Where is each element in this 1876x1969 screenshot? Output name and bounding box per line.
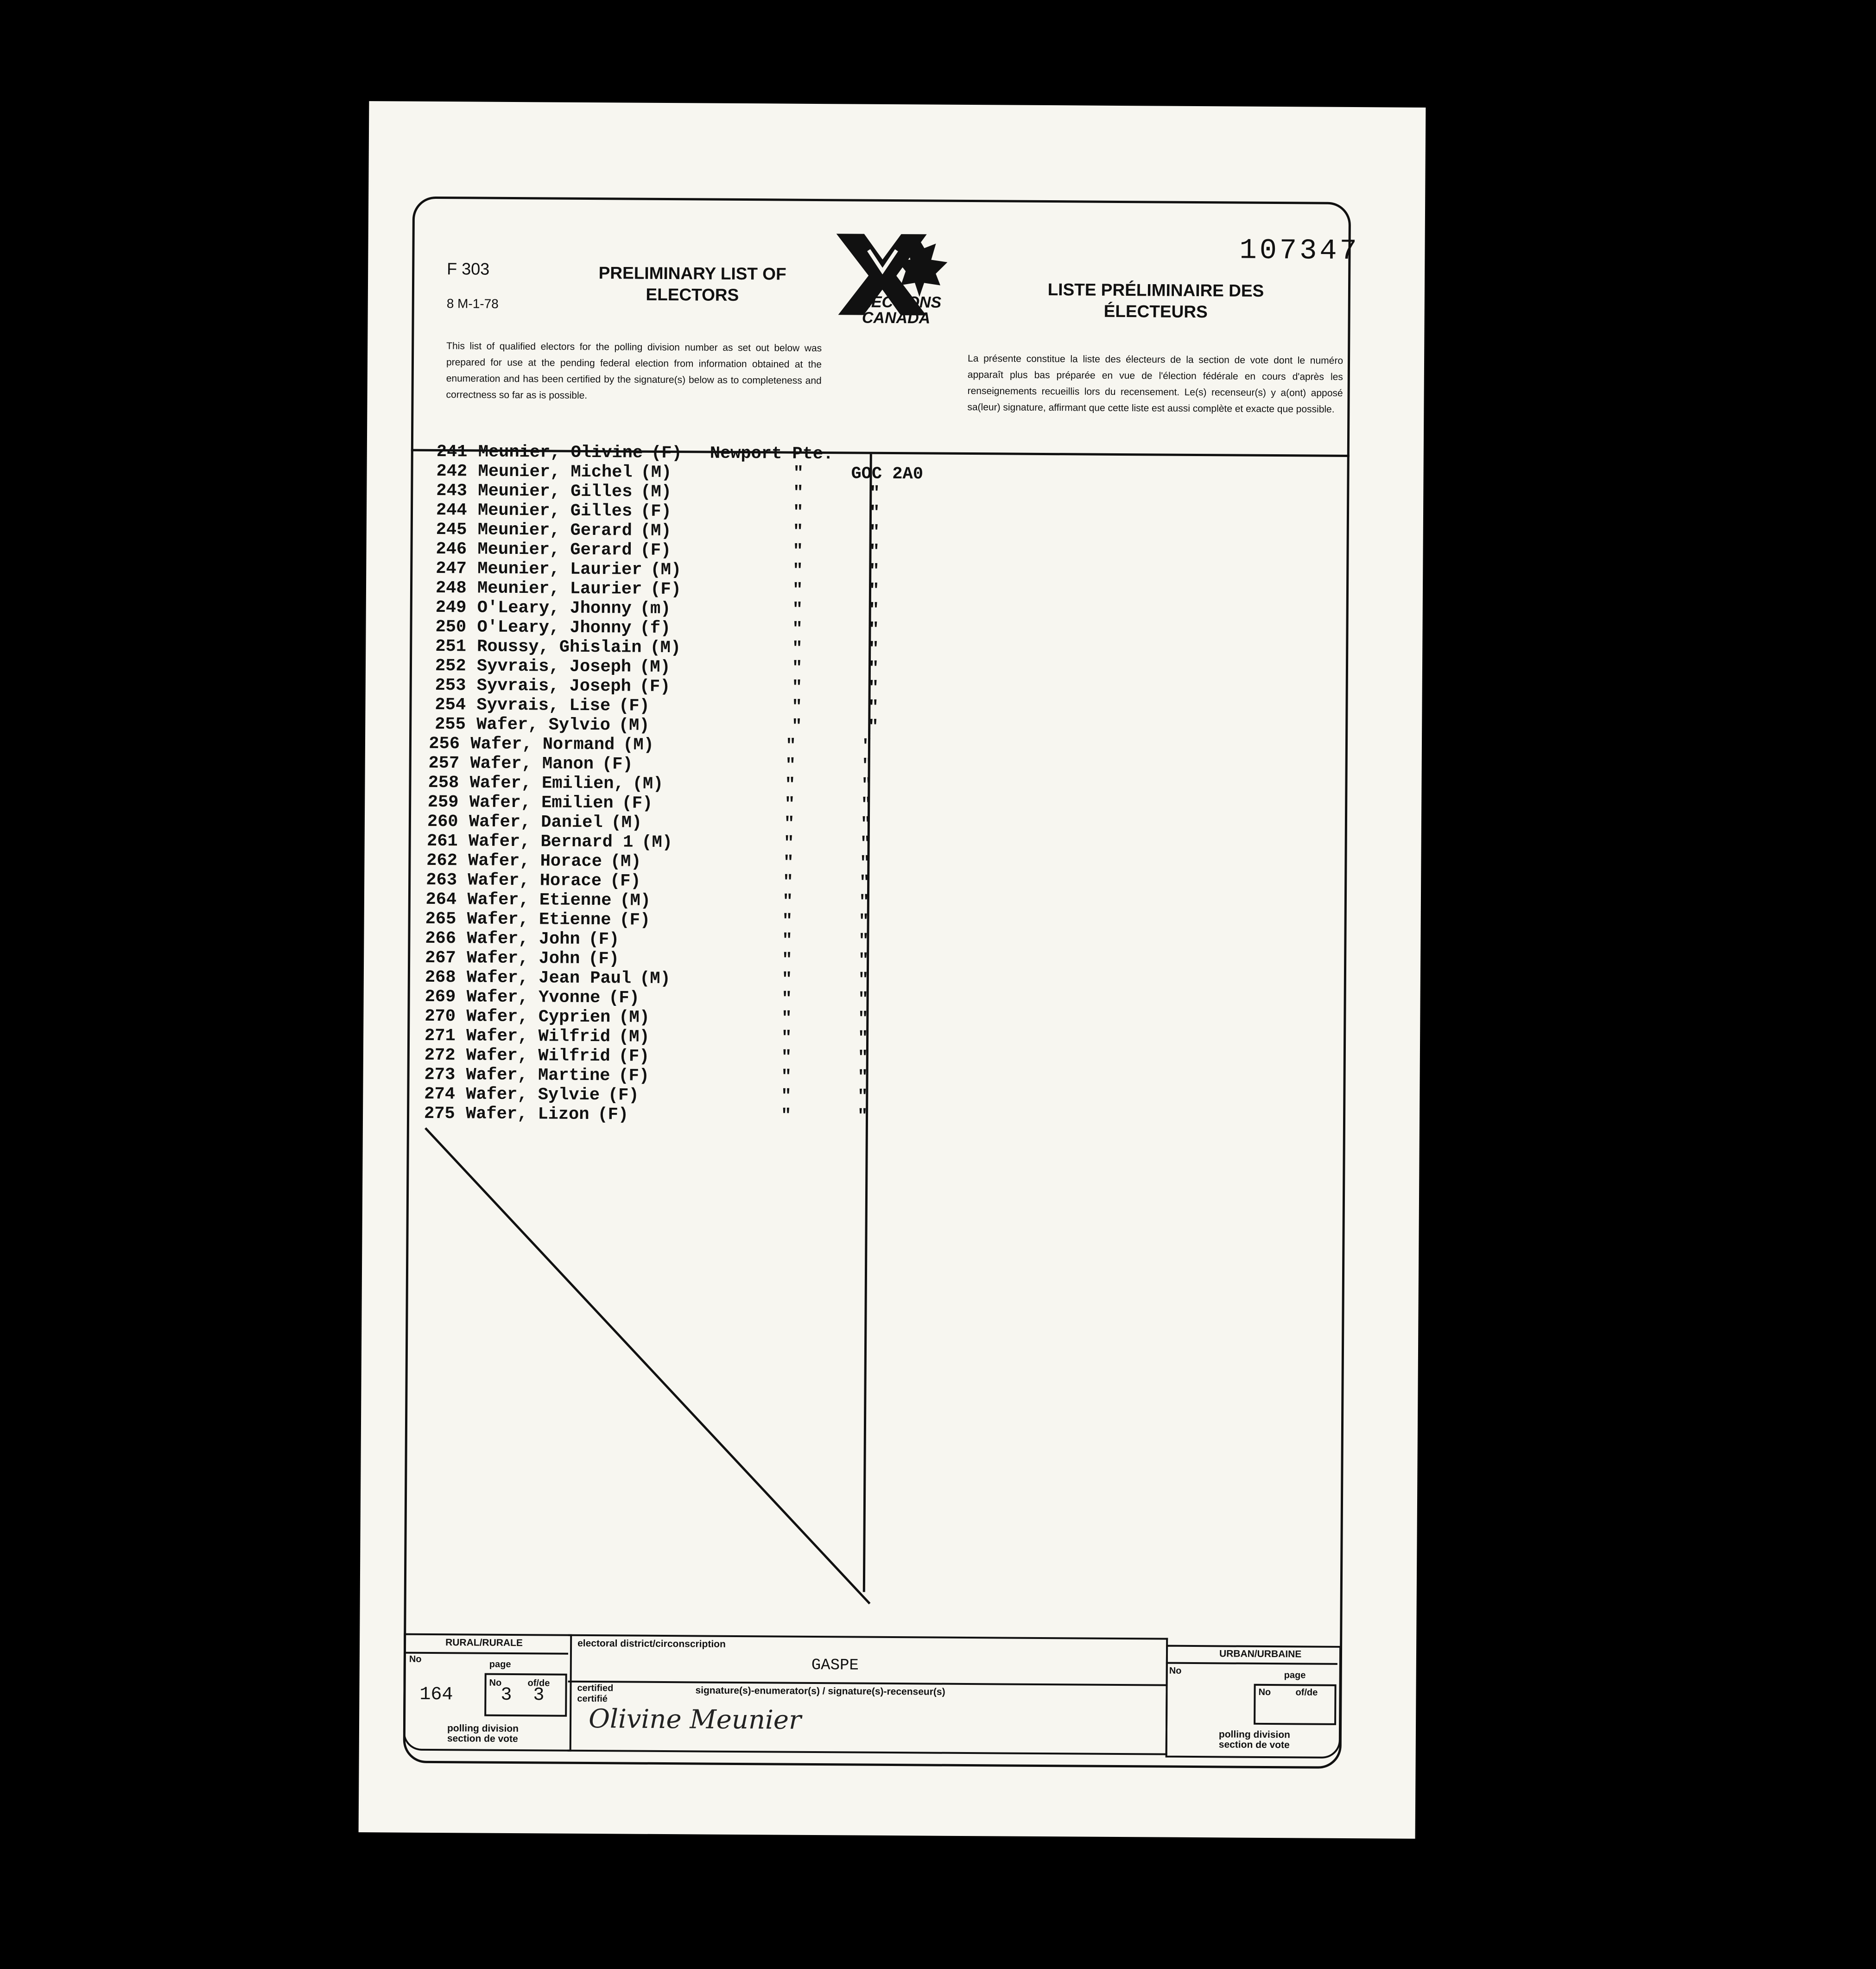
ditto-mark: " xyxy=(780,1106,792,1126)
district-value: GASPE xyxy=(811,1656,859,1675)
elector-row xyxy=(436,539,880,562)
elector-name: Wafer, Sylvie (F) xyxy=(466,1085,639,1105)
elector-number: 249 xyxy=(435,597,467,618)
intro-text-french: La présente constitue la liste des électeurs de la section de vote dont le numéro apparaît plus bas préparée en vue de l'élection fédérale en cours d'après les renseignements recueillis lors du recensement. Le(s) recenseur(s) y a(ont) apposé sa(leur) signature, affirmant que cette liste est aussi complète et exacte que possible. xyxy=(967,353,1344,415)
ditto-mark: " xyxy=(857,1048,868,1068)
elector-row xyxy=(436,520,880,542)
enumerator-signature: Olivine Meunier xyxy=(588,1704,802,1735)
elector-name: Meunier, Laurier (M) xyxy=(477,559,682,580)
ditto-mark: " xyxy=(784,814,795,834)
ditto-mark: " xyxy=(785,756,796,775)
elector-number: 264 xyxy=(425,889,457,910)
elector-sex: (f) xyxy=(640,618,671,639)
district-label: electoral district/circonscription xyxy=(577,1638,726,1650)
elector-row xyxy=(436,500,880,523)
ditto-mark: " xyxy=(792,639,803,659)
elector-name: Syvrais, Joseph (M) xyxy=(476,656,671,678)
elector-row xyxy=(426,831,871,854)
elector-sex: (M) xyxy=(640,482,672,502)
elector-number: 242 xyxy=(436,461,468,482)
elector-row xyxy=(425,909,869,932)
ditto-mark: " xyxy=(860,853,870,873)
elector-row xyxy=(435,578,880,601)
rural-label: RURAL/RURALE xyxy=(445,1637,523,1649)
elector-name: Wafer, Normand (M) xyxy=(470,734,654,755)
elector-name: Wafer, Horace (F) xyxy=(468,870,641,891)
ditto-mark: " xyxy=(793,464,804,483)
elector-number: 273 xyxy=(424,1065,456,1085)
elector-name: Wafer, John (F) xyxy=(467,948,620,969)
elector-name: Wafer, Etienne (M) xyxy=(467,890,651,911)
form-footer: RURAL/RURALE No page 164 No 3 of/de 3 polling division section de vote electoral district/circonscription GASPE certified certifié signature(s)-enumerator(s) / signature(s)-recenseur(s) Olivine Meunier URBAN/URBAINE No page No of/de polling division section de vote xyxy=(403,1633,1338,1757)
elector-name: Roussy, Ghislain (M) xyxy=(477,637,681,658)
ditto-mark: " xyxy=(781,1086,792,1106)
elector-sex: (F) xyxy=(602,755,633,775)
form-code: F 303 xyxy=(447,259,490,279)
ditto-mark: " xyxy=(781,970,792,990)
elector-row xyxy=(425,967,869,990)
elector-name: O'Leary, Jhonny (f) xyxy=(477,617,671,639)
elector-number: 258 xyxy=(428,773,459,793)
elector-sex: (M) xyxy=(618,716,650,736)
elector-row xyxy=(437,442,877,464)
ditto-mark: " xyxy=(857,1029,868,1048)
ditto-mark: " xyxy=(858,970,869,990)
urban-label: URBAN/URBAINE xyxy=(1219,1648,1302,1660)
elector-row xyxy=(427,812,871,834)
ditto-mark: " xyxy=(792,619,803,639)
polling-division-number: 164 xyxy=(419,1684,453,1706)
ditto-mark: " xyxy=(786,736,796,756)
elector-sex: (F) xyxy=(597,1105,629,1125)
elector-row xyxy=(425,928,869,951)
ditto-mark: " xyxy=(858,990,868,1010)
elector-sex: (M) xyxy=(641,832,673,853)
elector-row xyxy=(436,559,880,581)
ditto-mark: " xyxy=(782,892,793,912)
elector-row xyxy=(435,675,879,698)
ditto-mark: " xyxy=(781,1048,792,1067)
elector-sex: (F) xyxy=(619,910,651,930)
elector-name: Wafer, Horace (M) xyxy=(468,851,641,872)
elector-row xyxy=(424,1065,868,1087)
elector-number: 257 xyxy=(428,753,460,774)
elector-sex: (F) xyxy=(639,677,671,697)
elector-name: Wafer, Wilfrid (M) xyxy=(466,1026,650,1047)
ditto-mark: " xyxy=(857,1087,868,1107)
elector-sex: (M) xyxy=(640,463,672,483)
elector-number: 254 xyxy=(435,695,466,715)
elector-name: Meunier, Olivine (F) xyxy=(478,442,682,464)
elector-sex: (F) xyxy=(651,443,682,464)
elector-sex: (M) xyxy=(620,891,651,911)
elector-number: 241 xyxy=(436,442,468,462)
rural-page-label: page xyxy=(489,1659,511,1670)
elector-name: Wafer, Cyprien (M) xyxy=(466,1007,650,1028)
elector-number: 256 xyxy=(429,734,460,754)
ditto-mark: " xyxy=(792,697,802,717)
ditto-mark: " xyxy=(792,561,803,581)
elector-row xyxy=(426,870,870,893)
ditto-mark: " xyxy=(783,853,794,873)
elector-number: 266 xyxy=(425,928,456,949)
ditto-mark: " xyxy=(792,522,804,542)
elector-number: 248 xyxy=(435,578,467,598)
ditto-mark: " xyxy=(793,483,804,503)
elector-number: 272 xyxy=(424,1045,456,1066)
elector-row xyxy=(424,1026,868,1048)
elector-name: Meunier, Michel (M) xyxy=(478,462,672,483)
elector-sex: (F) xyxy=(618,696,650,716)
elector-row xyxy=(428,773,872,795)
elector-location: Newport Pte. xyxy=(710,444,834,464)
elector-row xyxy=(425,987,868,1010)
elector-row xyxy=(435,714,879,737)
elector-name: Wafer, Martine (F) xyxy=(466,1065,650,1086)
ditto-mark: " xyxy=(861,795,872,815)
ditto-mark: " xyxy=(860,814,871,834)
elector-row xyxy=(436,461,924,484)
elector-number: 261 xyxy=(426,831,458,851)
postal-code: GOC 2A0 xyxy=(851,464,924,484)
elector-name: Wafer, Sylvio (M) xyxy=(476,715,650,736)
ditto-mark: " xyxy=(868,639,879,659)
elector-row xyxy=(426,851,870,873)
form-date: 8 M-1-78 xyxy=(446,296,499,311)
elector-number: 269 xyxy=(425,987,456,1007)
elector-number: 259 xyxy=(427,792,459,813)
elector-row xyxy=(428,753,872,776)
elector-sex: (F) xyxy=(640,540,672,561)
elector-number: 250 xyxy=(435,617,467,637)
elector-number: 271 xyxy=(424,1026,456,1046)
document-number: 107347 xyxy=(1239,234,1360,268)
elector-sex: (F) xyxy=(588,949,620,969)
ditto-mark: " xyxy=(785,775,795,795)
ditto-mark: " xyxy=(868,717,879,737)
ditto-mark: " xyxy=(868,581,880,601)
elector-sex: (F) xyxy=(650,579,682,600)
elector-sex: (M) xyxy=(650,638,681,658)
polling-division-label: polling division xyxy=(447,1723,519,1734)
elector-sex: (M) xyxy=(640,969,671,989)
cancellation-diagonal xyxy=(420,1126,877,1606)
elector-number: 267 xyxy=(425,948,456,968)
elector-name: Meunier, Gerard (F) xyxy=(477,540,672,561)
elector-number: 274 xyxy=(424,1084,456,1105)
ditto-mark: " xyxy=(792,580,803,600)
elector-number: 265 xyxy=(425,909,456,929)
elector-name: Wafer, Etienne (F) xyxy=(467,909,651,930)
ditto-mark: " xyxy=(782,931,792,951)
elector-sex: (F) xyxy=(609,871,641,891)
ditto-mark: " xyxy=(792,502,804,522)
elector-name: Wafer, Manon (F) xyxy=(470,754,633,775)
ditto-mark: " xyxy=(868,678,879,698)
section-de-vote-label: section de vote xyxy=(447,1733,518,1745)
elector-sex: (M) xyxy=(639,657,671,678)
ditto-mark: " xyxy=(783,872,793,892)
elector-name: Syvrais, Lise (F) xyxy=(476,695,650,716)
ditto-mark: " xyxy=(868,620,879,640)
elector-number: 262 xyxy=(426,851,457,871)
elector-name: Meunier, Gilles (M) xyxy=(478,481,672,502)
signature-label: signature(s)-enumerator(s) / signature(s)-recenseur(s) xyxy=(695,1685,945,1697)
ditto-mark: " xyxy=(781,989,792,1009)
elector-name: Wafer, Bernard 1 (M) xyxy=(468,832,673,853)
ditto-mark: " xyxy=(861,775,872,795)
elector-row xyxy=(429,734,873,756)
ditto-mark: " xyxy=(858,931,869,951)
ditto-mark: " xyxy=(782,911,792,931)
elector-row xyxy=(424,1084,868,1107)
ditto-mark: " xyxy=(869,542,880,562)
ditto-mark: " xyxy=(860,834,871,854)
elector-number: 244 xyxy=(436,500,467,521)
ditto-mark: " xyxy=(792,717,802,737)
elector-sex: (M) xyxy=(623,735,654,755)
elector-name: Wafer, Jean Paul (M) xyxy=(466,968,671,989)
elector-number: 243 xyxy=(436,481,468,501)
ditto-mark: " xyxy=(869,503,880,523)
elector-row xyxy=(435,656,879,679)
ditto-mark: " xyxy=(858,912,869,932)
page-number: 3 xyxy=(501,1684,512,1706)
ditto-mark: " xyxy=(857,1106,868,1126)
ditto-mark: " xyxy=(868,698,879,718)
ditto-mark: " xyxy=(862,756,872,776)
ditto-mark: " xyxy=(781,1067,792,1087)
elector-name: Wafer, Emilien (F) xyxy=(469,793,653,813)
ditto-mark: " xyxy=(869,483,880,503)
ditto-mark: " xyxy=(792,658,803,678)
ditto-mark: " xyxy=(868,659,879,679)
elector-sex: (F) xyxy=(621,794,653,813)
ditto-mark: " xyxy=(869,561,880,581)
elector-number: 246 xyxy=(436,539,467,559)
page-total: 3 xyxy=(533,1685,545,1706)
elector-name: Wafer, Emilien, (M) xyxy=(469,773,664,794)
elector-sex: (M) xyxy=(640,521,672,541)
elector-sex: (F) xyxy=(608,1086,639,1105)
ditto-mark: " xyxy=(869,522,880,542)
elector-name: Meunier, Gilles (F) xyxy=(477,501,672,522)
ditto-mark: " xyxy=(858,951,869,971)
electors-list xyxy=(424,442,924,1126)
elector-row xyxy=(435,617,879,640)
elector-sex: (M) xyxy=(618,1027,650,1047)
elector-name: Wafer, John (F) xyxy=(467,929,620,950)
elector-name: Syvrais, Joseph (F) xyxy=(476,676,671,697)
certified-label: certified xyxy=(577,1683,614,1694)
elector-row xyxy=(435,636,879,659)
elector-sex: (F) xyxy=(608,988,640,1008)
elector-number: 260 xyxy=(427,812,458,832)
elector-name: Wafer, Yvonne (F) xyxy=(466,987,640,1008)
elector-row xyxy=(425,1006,868,1029)
elector-number: 255 xyxy=(435,714,466,735)
logo-wordmark: ELECTIONS CANADA xyxy=(851,293,942,327)
rural-no-label: No xyxy=(409,1654,422,1664)
elector-sex: (M) xyxy=(632,774,664,794)
elector-row xyxy=(425,948,869,971)
ditto-mark: " xyxy=(792,541,803,561)
elector-name: Meunier, Gerard (M) xyxy=(477,520,672,541)
elector-number: 251 xyxy=(435,636,466,657)
elector-sex: (m) xyxy=(640,599,671,619)
elector-name: Wafer, Wilfrid (F) xyxy=(466,1046,650,1067)
elector-number: 268 xyxy=(425,967,456,988)
elector-number: 245 xyxy=(436,520,467,540)
ditto-mark: " xyxy=(792,678,803,698)
elector-sex: (F) xyxy=(640,502,672,522)
electors-list-sheet xyxy=(359,101,1426,1839)
ditto-mark: " xyxy=(783,833,794,853)
certifie-label: certifié xyxy=(577,1693,608,1704)
ditto-mark: " xyxy=(781,1028,792,1048)
elector-sex: (M) xyxy=(611,813,642,833)
ditto-mark: " xyxy=(792,600,803,620)
elector-name: Meunier, Laurier (F) xyxy=(477,578,682,600)
title-english: PRELIMINARY LIST OF ELECTORS xyxy=(598,263,786,305)
elector-row xyxy=(435,597,880,620)
elector-row xyxy=(424,1104,868,1126)
elector-row xyxy=(427,792,872,815)
ditto-mark: " xyxy=(859,892,869,912)
elector-row xyxy=(435,695,879,718)
elector-row xyxy=(424,1045,868,1068)
ditto-mark: " xyxy=(858,1009,868,1029)
intro-text-english: This list of qualified electors for the polling division number as set out below was prepared for use at the pending federal election from information obtained at the enumeration and has been certified by the signature(s) below as to completeness and correctness so far as is possible. xyxy=(446,341,822,401)
elector-name: Wafer, Lizon (F) xyxy=(465,1104,629,1125)
elector-number: 253 xyxy=(435,675,466,696)
elector-sex: (M) xyxy=(610,852,641,872)
elector-sex: (F) xyxy=(618,1066,650,1086)
elector-sex: (F) xyxy=(618,1047,650,1067)
ditto-mark: " xyxy=(784,794,795,814)
ditto-mark: " xyxy=(857,1067,868,1087)
ditto-mark: " xyxy=(859,873,870,893)
elector-sex: (M) xyxy=(650,560,682,580)
elector-number: 263 xyxy=(426,870,457,890)
elector-sex: (F) xyxy=(588,929,620,950)
ditto-mark: " xyxy=(781,950,792,970)
ditto-mark: " xyxy=(862,737,873,756)
elector-name: Wafer, Daniel (M) xyxy=(469,812,642,833)
ditto-mark: " xyxy=(781,1009,792,1029)
elector-number: 275 xyxy=(424,1104,455,1124)
elector-row xyxy=(436,481,880,503)
elector-name: O'Leary, Jhonny (m) xyxy=(477,598,671,619)
elector-sex: (M) xyxy=(619,1008,650,1028)
elector-number: 247 xyxy=(436,559,467,579)
elector-row xyxy=(425,889,869,912)
elector-number: 270 xyxy=(425,1006,456,1027)
elector-number: 252 xyxy=(435,656,466,676)
title-french: LISTE PRÉLIMINAIRE DES ÉLECTEURS xyxy=(1047,280,1264,322)
ditto-mark: " xyxy=(868,600,880,620)
